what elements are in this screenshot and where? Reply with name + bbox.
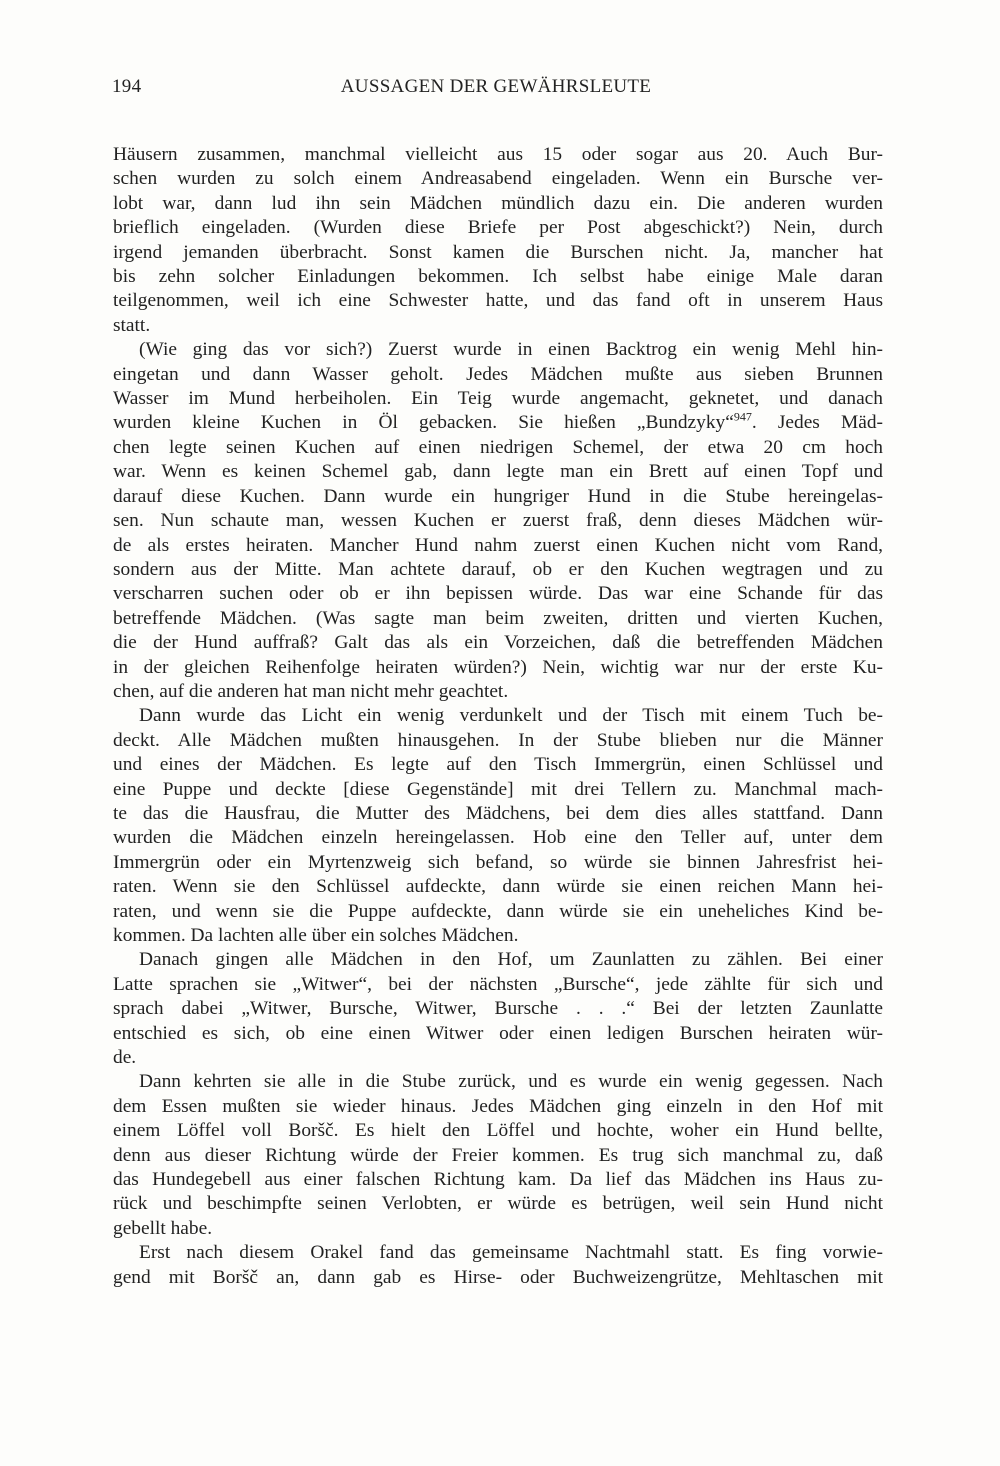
line-text: das Hundegebell aus einer falschen Richtung kam. Da lief das Mädchen ins Haus zu- (113, 1169, 883, 1191)
line-text: chen legte seinen Kuchen auf einen niedrigen Schemel, der etwa 20 cm hoch (113, 436, 883, 458)
line-text: gebellt habe. (113, 1217, 213, 1239)
line-text: rück und beschimpfte seinen Verlobten, er würde es betrügen, weil sein Hund nicht (113, 1193, 883, 1215)
line-text: dem Essen mußten sie wieder hinaus. Jedes Mädchen ging einzeln in den Hof mit (113, 1095, 883, 1117)
line-text: war. Wenn es keinen Schemel gab, dann legte man ein Brett auf einen Topf und (113, 461, 883, 483)
page-number: 194 (112, 76, 142, 97)
line-text: verscharren suchen oder ob er ihn bepissen würde. Das war eine Schande für das (113, 583, 883, 605)
line-text: deckt. Alle Mädchen mußten hinausgehen. In der Stube blieben nur die Männer (113, 729, 883, 751)
text-line (113, 167, 883, 191)
paragraph (113, 338, 883, 704)
text-line (113, 1144, 883, 1168)
paragraph (113, 1241, 883, 1290)
text-line (113, 289, 883, 313)
text-line (113, 143, 883, 167)
line-text: lobt war, dann lud ihn sein Mädchen mündlich dazu ein. Die anderen wurden (113, 192, 883, 214)
text-line (113, 607, 883, 631)
text-line (113, 460, 883, 484)
text-line (113, 411, 883, 435)
line-text: in der gleichen Reihenfolge heiraten würden?) Nein, wichtig war nur der erste Ku- (113, 656, 883, 678)
line-text: Latte sprachen sie „Witwer“, bei der nächsten „Bursche“, jede zählte für sich und (113, 973, 883, 995)
text-line (113, 631, 883, 655)
text-line (113, 802, 883, 826)
text-line (113, 851, 883, 875)
text-line (113, 753, 883, 777)
text-line (113, 387, 883, 411)
text-line (113, 1046, 883, 1070)
line-text: sondern aus der Mitte. Man achtete darauf, ob er den Kuchen wegtragen und zu (113, 558, 883, 580)
line-text: teilgenommen, weil ich eine Schwester hatte, und das fand oft in unserem Haus (113, 290, 883, 312)
text-line (113, 778, 883, 802)
line-text: sen. Nun schaute man, wessen Kuchen er zuerst fraß, denn dieses Mädchen wür- (113, 510, 883, 532)
line-text: chen, auf die anderen hat man nicht mehr geachtet. (113, 680, 509, 702)
line-text: kommen. Da lachten alle über ein solches Mädchen. (113, 925, 519, 946)
text-line (113, 1266, 883, 1290)
text-line (113, 436, 883, 460)
line-text: einem Löffel voll Boršč. Es hielt den Löffel und hochte, woher ein Hund bellte, (113, 1120, 883, 1142)
line-text: gend mit Boršč an, dann gab es Hirse- oder Buchweizengrütze, Mehltaschen mit (113, 1266, 883, 1288)
text-line (113, 265, 883, 289)
line-text: eingetan und dann Wasser geholt. Jedes Mädchen mußte aus sieben Brunnen (113, 363, 883, 385)
text-line (113, 363, 883, 387)
text-line (113, 216, 883, 240)
paragraph (113, 704, 883, 948)
footnote-reference: 947 (733, 410, 752, 424)
line-text: raten, und wenn sie die Puppe aufdeckte, dann würde sie ein uneheliches Kind be- (113, 900, 883, 922)
line-text: schen wurden zu solch einem Andreasabend eingeladen. Wenn ein Bursche ver- (113, 168, 883, 190)
line-text: te das die Hausfrau, die Mutter des Mädchens, bei dem dies alles stattfand. Dann (113, 802, 883, 824)
text-line (113, 314, 883, 338)
text-line (113, 656, 883, 680)
text-line (113, 1217, 883, 1241)
line-text: de als erstes heiraten. Mancher Hund nahm zuerst einen Kuchen nicht vom Rand, (113, 534, 883, 556)
text-line (113, 1168, 883, 1192)
text-line (113, 534, 883, 558)
line-text-tail: . Jedes Mäd- (751, 412, 883, 434)
line-text: betreffende Mädchen. (Was sagte man beim zweiten, dritten und vierten Kuchen, (113, 607, 883, 629)
paragraph (113, 948, 883, 1070)
text-line (113, 582, 883, 606)
line-text: de. (113, 1047, 137, 1069)
line-text: die der Hund auffraß? Galt das als ein Vorzeichen, daß die betreffenden Mädchen (113, 632, 883, 654)
line-text: Häusern zusammen, manchmal vielleicht aus 15 oder sogar aus 20. Auch Bur- (113, 144, 883, 165)
text-line (113, 973, 883, 997)
line-text: irgend jemanden überbracht. Sonst kamen die Burschen nicht. Ja, mancher hat (113, 241, 883, 263)
line-text: Wasser im Mund herbeiholen. Ein Teig wurde angemacht, geknetet, und danach (113, 388, 883, 410)
line-text: (Wie ging das vor sich?) Zuerst wurde in einen Backtrog ein wenig Mehl hin- (139, 339, 883, 361)
text-line (113, 1241, 883, 1265)
text-line (113, 875, 883, 899)
text-line (113, 826, 883, 850)
line-text: wurden kleine Kuchen in Öl gebacken. Sie hießen „Bundzyky“ (113, 412, 734, 434)
text-line (113, 338, 883, 362)
line-text: statt. (113, 314, 151, 336)
text-line (113, 729, 883, 753)
paragraph (113, 143, 883, 338)
line-text: Dann kehrten sie alle in die Stube zurück, und es wurde ein wenig gegessen. Nach (139, 1071, 883, 1093)
text-line (113, 485, 883, 509)
line-text: Danach gingen alle Mädchen in den Hof, um Zaunlatten zu zählen. Bei einer (139, 949, 883, 971)
line-text: brieflich eingeladen. (Wurden diese Briefe per Post abgeschickt?) Nein, durch (113, 217, 883, 239)
text-line (113, 900, 883, 924)
text-line (113, 680, 883, 704)
line-text: entschied es sich, ob eine einen Witwer oder einen ledigen Burschen heiraten wür- (113, 1022, 883, 1044)
line-text: wurden die Mädchen einzeln hereingelassen. Hob eine den Teller auf, unter dem (113, 827, 883, 849)
text-line (113, 192, 883, 216)
text-line (113, 509, 883, 533)
line-text: Erst nach diesem Orakel fand das gemeinsame Nachtmahl statt. Es fing vorwie- (139, 1242, 883, 1264)
text-line (113, 1119, 883, 1143)
text-line (113, 924, 883, 948)
running-title: AUSSAGEN DER GEWÄHRSLEUTE (340, 76, 652, 97)
text-line (113, 704, 883, 728)
text-line (113, 1070, 883, 1094)
line-text: raten. Wenn sie den Schlüssel aufdeckte, dann würde sie einen reichen Mann hei- (113, 876, 883, 898)
text-line (113, 1192, 883, 1216)
line-text: und eines der Mädchen. Es legte auf den Tisch Immergrün, einen Schlüssel und (113, 754, 883, 776)
line-text: sprach dabei „Witwer, Bursche, Witwer, Bursche . . .“ Bei der letzten Zaunlatte (113, 998, 883, 1020)
body-text (113, 143, 883, 1290)
line-text: bis zehn solcher Einladungen bekommen. Ich selbst habe einige Male daran (113, 266, 883, 288)
text-line (113, 1095, 883, 1119)
line-text: Dann wurde das Licht ein wenig verdunkelt und der Tisch mit einem Tuch be- (139, 705, 883, 727)
line-text: Immergrün oder ein Myrtenzweig sich befand, so würde sie binnen Jahresfrist hei- (113, 851, 883, 873)
line-text: denn aus dieser Richtung würde der Freier kommen. Es trug sich manchmal zu, daß (113, 1144, 883, 1166)
line-text: darauf diese Kuchen. Dann wurde ein hungriger Hund in die Stube hereingelas- (113, 485, 883, 507)
text-line (113, 1022, 883, 1046)
paragraph (113, 1070, 883, 1241)
text-line (113, 948, 883, 972)
text-line (113, 997, 883, 1021)
text-line (113, 241, 883, 265)
text-line (113, 558, 883, 582)
page-header (112, 76, 880, 106)
line-text: eine Puppe und deckte [diese Gegenstände] mit drei Tellern zu. Manchmal mach- (113, 778, 883, 800)
